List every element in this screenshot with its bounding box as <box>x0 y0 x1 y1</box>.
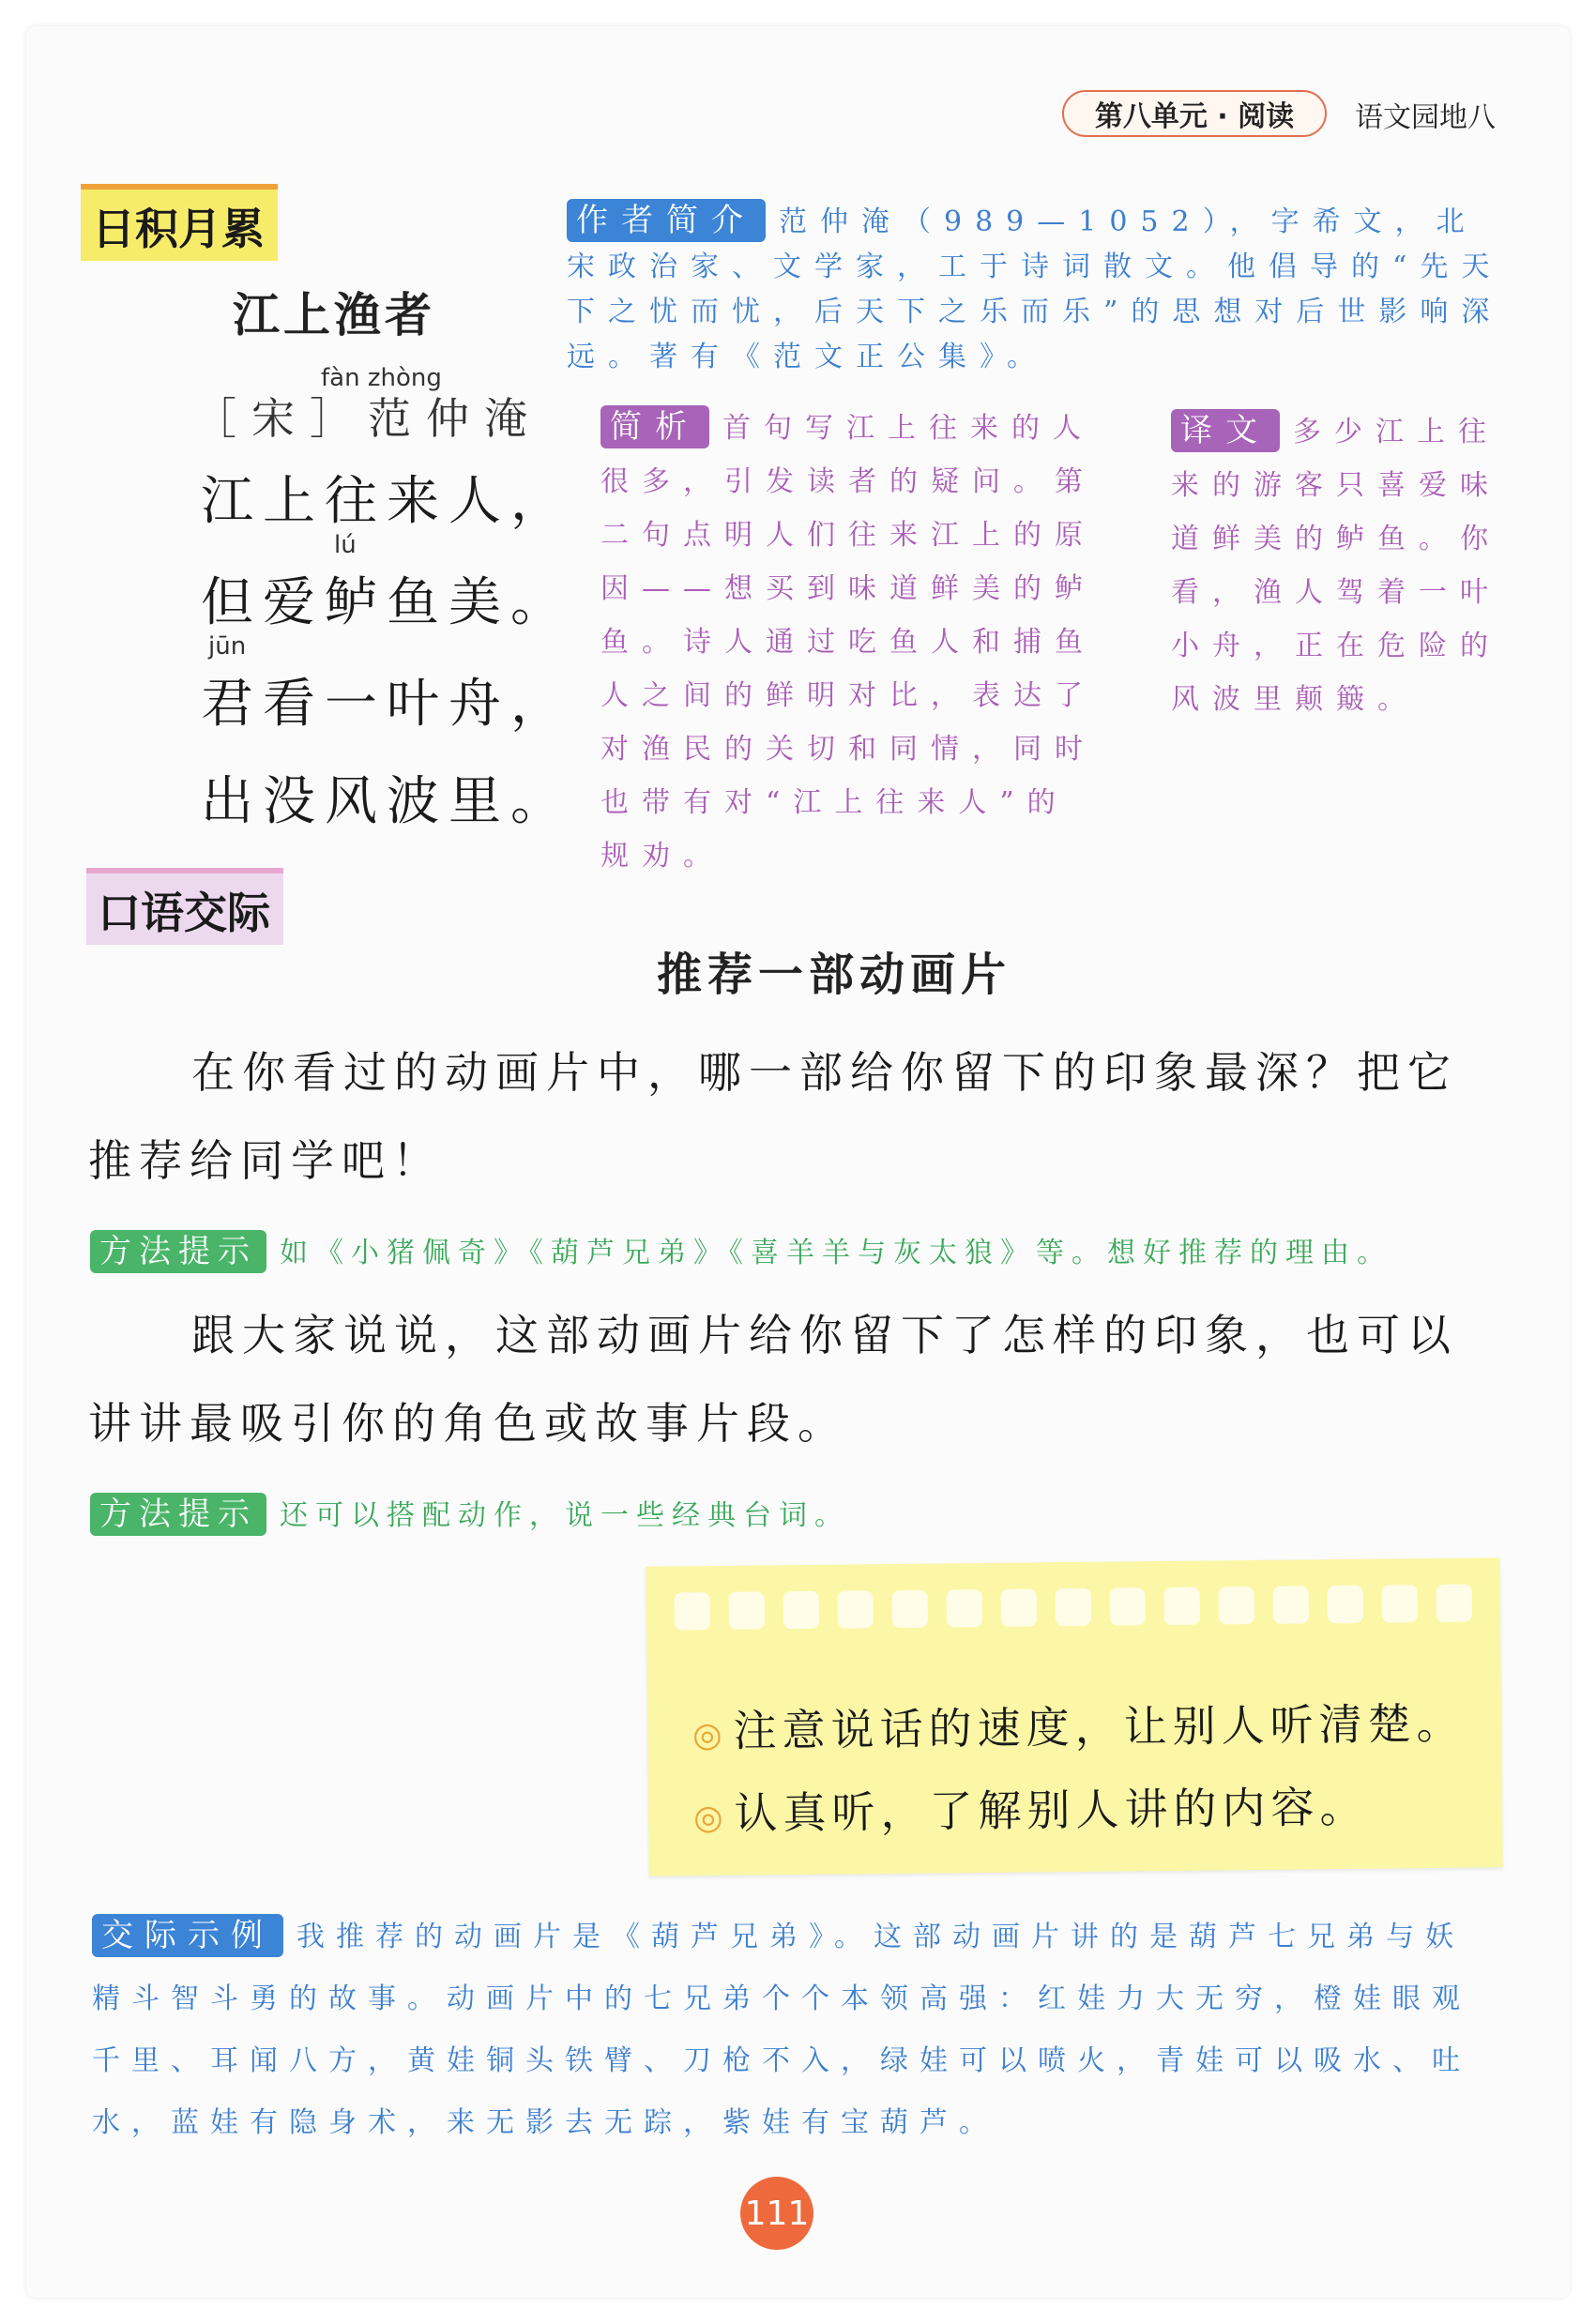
tip-1-badge: 方法提示 <box>90 1230 266 1273</box>
author-intro-text: 范仲淹（989—1052），字希文，北宋政治家、文学家，工于诗词散文。他倡导的“先天下之忧而忧，后天下之乐而乐”的思想对后世影响深远。著有《范文正公集》。 <box>567 205 1503 373</box>
accumulation-label: 日积月累 <box>81 184 278 261</box>
bullet-icon: ◎ <box>692 1798 729 1838</box>
oral-label: 口语交际 <box>86 868 283 945</box>
tip-1 <box>90 1229 1392 1273</box>
poem-author: ［宋］范仲淹 <box>193 393 542 444</box>
tip-2-text: 还可以搭配动作，说一些经典台词。 <box>280 1499 850 1532</box>
example-text: 我推荐的动画片是《葫芦兄弟》。这部动画片讲的是葫芦七兄弟与妖精斗智斗勇的故事。动画片中的七兄弟个个本领高强：红娃力大无穷，橙娃眼观千里、耳闻八方，黄娃铜头铁臂、刀枪不入，绿娃可以喷火，青娃可以吸水、吐水，蓝娃有隐身术，来无影去无踪，紫娃有宝葫芦。 <box>92 1921 1471 2139</box>
tip-2-badge: 方法提示 <box>90 1493 266 1536</box>
translation-text: 多少江上往来的游客只喜爱味道鲜美的鲈鱼。你看，渔人驾着一叶小舟，正在危险的风波里颠簸。 <box>1171 416 1501 716</box>
translation <box>1171 405 1505 726</box>
author-intro-badge: 作者简介 <box>567 199 766 242</box>
lesson-title: 推荐一部动画片 <box>657 949 1012 1001</box>
unit-label: 第八单元 · 阅读 <box>1062 90 1327 137</box>
analysis-text: 首句写江上往来的人很多，引发读者的疑问。第二句点明人们往来江上的原因——想买到味道鲜美的鲈鱼。诗人通过吃鱼人和捕鱼人之间的鲜明对比，表达了对渔民的关切和同情，同时也带有对“江上往来人”的规劝。 <box>600 412 1096 873</box>
page-number: 111 <box>740 2177 813 2250</box>
sticky-note-holes <box>675 1585 1472 1631</box>
poem-title: 江上渔者 <box>233 287 435 342</box>
analysis <box>600 402 1107 883</box>
analysis-badge: 简析 <box>600 405 709 448</box>
author-pinyin: fàn zhòng <box>321 364 442 392</box>
tip-2 <box>90 1492 850 1536</box>
pinyin-lu: lú <box>334 531 357 559</box>
author-intro <box>567 199 1505 380</box>
poem-line-1: 江上往来人， <box>201 471 572 532</box>
oral-paragraph-2: 跟大家说说，这部动画片给你留下了怎样的印象，也可以讲讲最吸引你的角色或故事片段。 <box>88 1310 1458 1449</box>
tip-1-text: 如《小猪佩奇》《葫芦兄弟》《喜羊羊与灰太狼》等。想好推荐的理由。 <box>280 1237 1392 1269</box>
section-name: 语文园地八 <box>1355 101 1496 134</box>
dialogue-example <box>92 1906 1499 2154</box>
poem-line-3: 君看一叶舟， <box>201 674 572 735</box>
pinyin-jun: jūn <box>208 632 247 661</box>
poem-line-2: 但爱鲈鱼美。 <box>201 572 572 633</box>
bullet-icon: ◎ <box>692 1715 728 1755</box>
sticky-line-2: ◎ 认真听，了解别人讲的内容。 <box>692 1781 1369 1839</box>
oral-paragraph-1: 在你看过的动画片中，哪一部给你留下的印象最深？把它推荐给同学吧！ <box>88 1047 1458 1186</box>
poem-line-4: 出没风波里。 <box>201 771 572 832</box>
translation-badge: 译文 <box>1171 409 1280 452</box>
sticky-line-1: ◎ 注意说话的速度，让别人听清楚。 <box>692 1697 1466 1756</box>
sticky-note <box>646 1557 1502 1876</box>
example-badge: 交际示例 <box>92 1914 283 1957</box>
